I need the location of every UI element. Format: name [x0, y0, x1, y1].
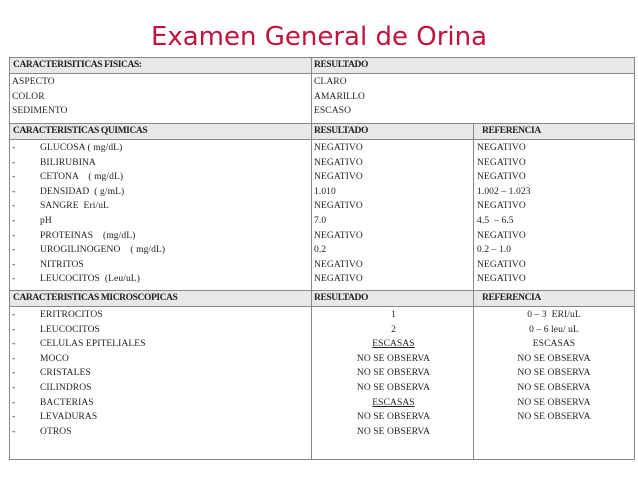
bullet: - — [12, 310, 16, 320]
physical-result-header: RESULTADO — [311, 58, 634, 73]
chemical-result: NEGATIVO — [314, 259, 363, 270]
chemical-result: 1.010 — [314, 186, 336, 197]
chemical-result: 7.0 — [314, 215, 327, 226]
chemical-reference: NEGATIVO — [477, 157, 526, 168]
microscopic-reference: NO SE OBSERVA — [517, 412, 591, 423]
chemical-result: 0.2 — [314, 245, 327, 256]
physical-results — [311, 74, 634, 123]
bullet: - — [12, 245, 16, 256]
microscopic-references — [473, 307, 634, 459]
microscopic-name: OTROS — [40, 426, 72, 437]
microscopic-name: LEVADURAS — [40, 412, 98, 423]
microscopic-section — [10, 307, 634, 459]
chemical-reference: NEGATIVO — [477, 143, 526, 153]
chemical-reference: 1.002 – 1.023 — [477, 186, 531, 197]
chemical-result: NEGATIVO — [314, 274, 363, 285]
list-item — [10, 243, 311, 258]
microscopic-reference: ESCASAS — [532, 339, 576, 350]
page-title: Examen General de Orina — [150, 22, 488, 52]
list-item — [10, 366, 311, 381]
physical-result: AMARILLO — [314, 91, 365, 102]
microscopic-result: NO SE OBSERVA — [356, 368, 431, 379]
chemical-header-row — [10, 124, 634, 140]
microscopic-reference: NO SE OBSERVA — [517, 353, 591, 364]
microscopic-header-row — [10, 291, 634, 307]
chemical-name: CETONA ( mg/dL) — [40, 172, 124, 183]
bullet: - — [12, 397, 16, 408]
chemical-name: SANGRE Eri/uL — [40, 201, 109, 212]
list-item — [10, 396, 311, 411]
microscopic-reference: 0 – 3 ERI/uL — [527, 310, 581, 320]
microscopic-result: 1 — [391, 310, 396, 320]
physical-result: CLARO — [314, 77, 347, 87]
list-item — [10, 323, 311, 338]
chemical-name: GLUCOSA ( mg/dL) — [40, 143, 123, 153]
microscopic-result-cell — [314, 396, 473, 411]
chemical-reference: NEGATIVO — [477, 259, 526, 270]
microscopic-result: ESCASAS — [372, 397, 415, 408]
list-item — [10, 410, 311, 425]
microscopic-header: CARACTERISTICAS MICROSCOPICAS — [13, 293, 178, 303]
bullet: - — [12, 382, 16, 393]
list-item — [10, 352, 311, 367]
chemical-result: NEGATIVO — [314, 230, 363, 241]
list-item — [10, 199, 311, 214]
microscopic-result-header: RESULTADO — [311, 291, 473, 306]
chemical-reference: NEGATIVO — [477, 201, 526, 212]
chemical-reference: NEGATIVO — [477, 230, 526, 241]
chemical-reference-header: REFERENCIA — [473, 124, 634, 139]
chemical-reference: NEGATIVO — [477, 172, 526, 183]
bullet: - — [12, 259, 16, 270]
bullet: - — [12, 157, 16, 168]
list-item — [10, 308, 311, 323]
bullet: - — [12, 353, 16, 364]
physical-name: ASPECTO — [12, 77, 55, 87]
chemical-section — [10, 140, 634, 291]
microscopic-reference-header: REFERENCIA — [473, 291, 634, 306]
urinalysis-table — [9, 57, 635, 460]
list-item — [10, 381, 311, 396]
bullet: - — [12, 201, 16, 212]
microscopic-results — [311, 307, 473, 459]
chemical-reference: 4.5 – 6.5 — [477, 215, 514, 226]
microscopic-result: NO SE OBSERVA — [356, 412, 431, 423]
microscopic-name: BACTERIAS — [40, 397, 94, 408]
list-item — [10, 214, 311, 229]
bullet: - — [12, 426, 16, 437]
bullet: - — [12, 412, 16, 423]
chemical-result: NEGATIVO — [314, 172, 363, 183]
microscopic-reference: NO SE OBSERVA — [517, 368, 591, 379]
list-item — [10, 141, 311, 156]
list-item — [10, 185, 311, 200]
list-item — [10, 272, 311, 287]
chemical-header: CARACTERISTICAS QUIMICAS — [13, 126, 148, 136]
list-item — [10, 156, 311, 171]
bullet: - — [12, 274, 16, 285]
chemical-name: UROGILINOGENO ( mg/dL) — [40, 245, 166, 256]
chemical-result: NEGATIVO — [314, 157, 363, 168]
chemical-reference: 0.2 – 1.0 — [477, 245, 512, 256]
chemical-result: NEGATIVO — [314, 201, 363, 212]
chemical-result: NEGATIVO — [314, 143, 363, 153]
physical-header-row — [10, 58, 634, 74]
chemical-names — [10, 140, 311, 290]
physical-result: ESCASO — [314, 106, 352, 117]
bullet: - — [12, 368, 16, 379]
microscopic-reference: 0 – 6 leu/ uL — [529, 324, 579, 335]
chemical-results — [311, 140, 473, 290]
bullet: - — [12, 339, 16, 350]
physical-header: CARACTERISITICAS FISICAS: — [13, 60, 142, 70]
bullet: - — [12, 143, 16, 153]
list-item — [10, 170, 311, 185]
list-item — [10, 258, 311, 273]
chemical-name: PROTEINAS (mg/dL) — [40, 230, 136, 241]
bullet: - — [12, 186, 16, 197]
microscopic-names — [10, 307, 311, 459]
chemical-reference: NEGATIVO — [477, 274, 526, 285]
microscopic-name: CELULAS EPITELIALES — [40, 339, 146, 350]
list-item — [10, 229, 311, 244]
microscopic-name: MOCO — [40, 353, 69, 364]
chemical-result-header: RESULTADO — [311, 124, 473, 139]
chemical-name: pH — [40, 215, 52, 226]
bullet: - — [12, 324, 16, 335]
physical-name: COLOR — [12, 91, 45, 102]
microscopic-result: NO SE OBSERVA — [356, 382, 431, 393]
microscopic-result: NO SE OBSERVA — [356, 353, 431, 364]
microscopic-name: LEUCOCITOS — [40, 324, 100, 335]
bullet: - — [12, 230, 16, 241]
list-item — [10, 337, 311, 352]
chemical-name: BILIRUBINA — [40, 157, 96, 168]
microscopic-name: CILINDROS — [40, 382, 92, 393]
microscopic-result: ESCASAS — [372, 339, 415, 350]
microscopic-name: ERITROCITOS — [40, 310, 103, 320]
physical-section — [10, 74, 634, 124]
physical-name: SEDIMENTO — [12, 106, 68, 117]
bullet: - — [12, 172, 16, 183]
chemical-name: DENSIDAD ( g/mL) — [40, 186, 125, 197]
physical-names — [10, 74, 311, 123]
chemical-name: NITRITOS — [40, 259, 84, 270]
microscopic-reference — [474, 425, 634, 440]
microscopic-reference: NO SE OBSERVA — [517, 397, 591, 408]
list-item — [10, 425, 311, 440]
microscopic-result: 2 — [391, 324, 396, 335]
chemical-references — [473, 140, 634, 290]
microscopic-name: CRISTALES — [40, 368, 91, 379]
chemical-name: LEUCOCITOS (Leu/uL) — [40, 274, 140, 285]
microscopic-reference: NO SE OBSERVA — [517, 382, 591, 393]
bullet: - — [12, 215, 16, 226]
microscopic-result-cell — [314, 337, 473, 352]
microscopic-result: NO SE OBSERVA — [356, 426, 431, 437]
